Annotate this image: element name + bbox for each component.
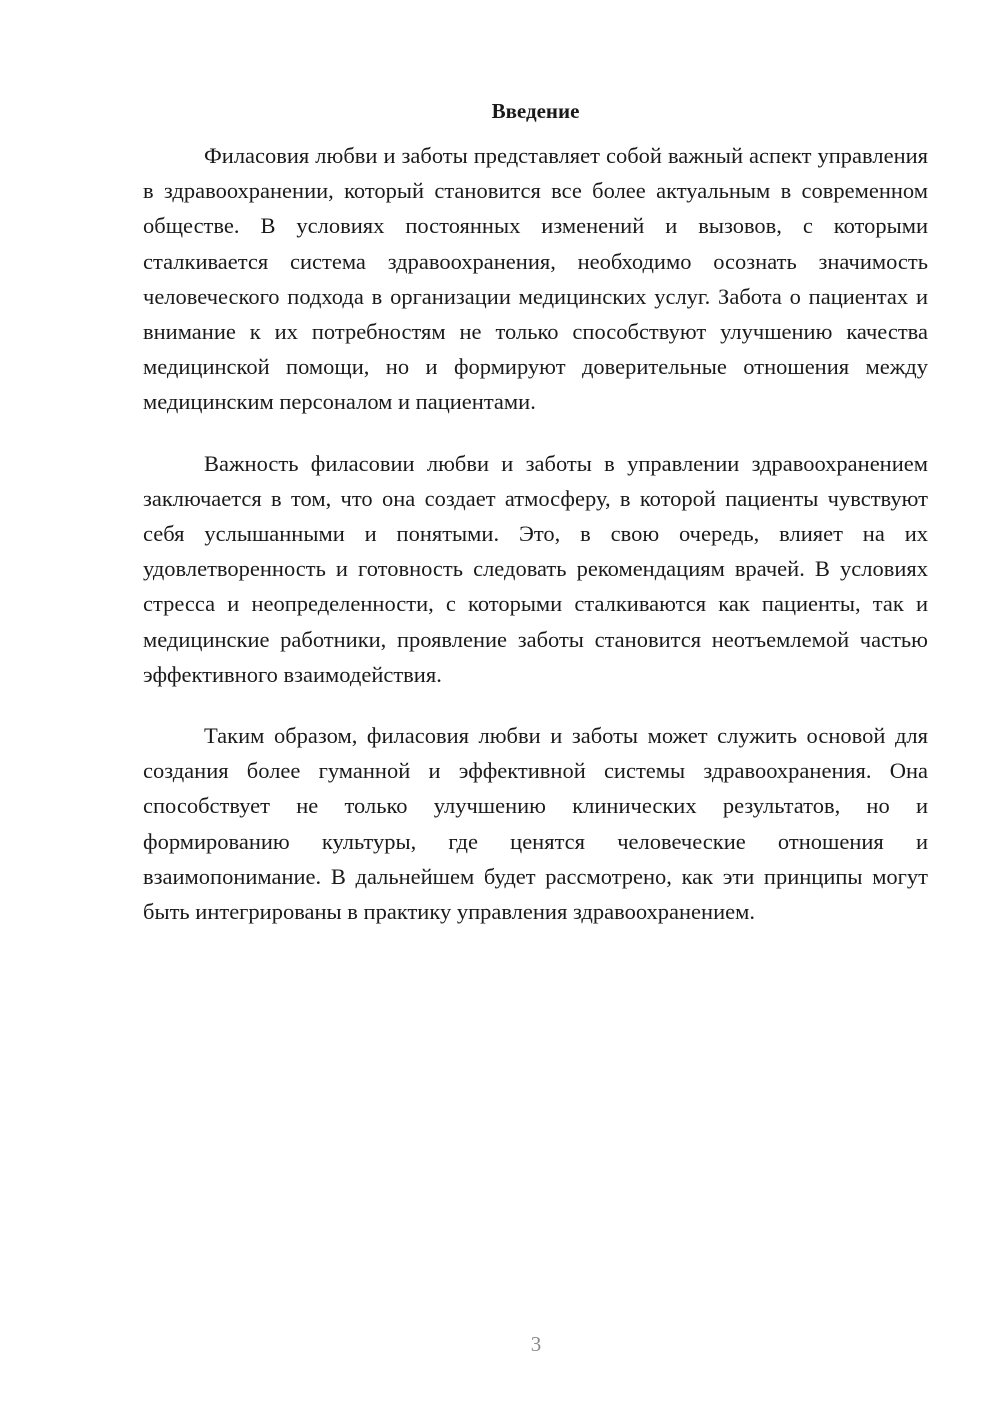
paragraph-3: Таким образом, филасовия любви и заботы может служить основой для создания более гуманной и эффективной системы здравоохранения. Она способствует не только улучшению клинических результатов, но и формированию культуры, где ценятся человеческие отношения и взаимопонимание. В дальнейшем будет рассмотрено, как эти принципы могут быть интегрированы в практику управления здравоохранением. xyxy=(143,723,928,925)
section-heading: Введение xyxy=(491,99,580,123)
paragraph-1: Филасовия любви и заботы представляет собой важный аспект управления в здравоохранении, который становится все более актуальным в современном обществе. В условиях постоянных изменений и вызовов, с которыми сталкивается система здравоохранения, необходимо осознать значимость человеческого подхода в организации медицинских услуг. Забота о пациентах и внимание к их потребностям не только способствуют улучшению качества медицинской помощи, но и формируют доверительные отношения между медицинским персоналом и пациентами. xyxy=(143,143,928,415)
document-page xyxy=(143,96,928,929)
page-number: 3 xyxy=(530,1332,542,1356)
paragraph-2: Важность филасовии любви и заботы в управлении здравоохранением заключается в том, что она создает атмосферу, в которой пациенты чувствуют себя услышанными и понятыми. Это, в свою очередь, влияет на их удовлетворенность и готовность следовать рекомендациям врачей. В условиях стресса и неопределенности, с которыми сталкиваются как пациенты, так и медицинские работники, проявление заботы становится неотъемлемой частью эффективного взаимодействия. xyxy=(143,450,928,687)
